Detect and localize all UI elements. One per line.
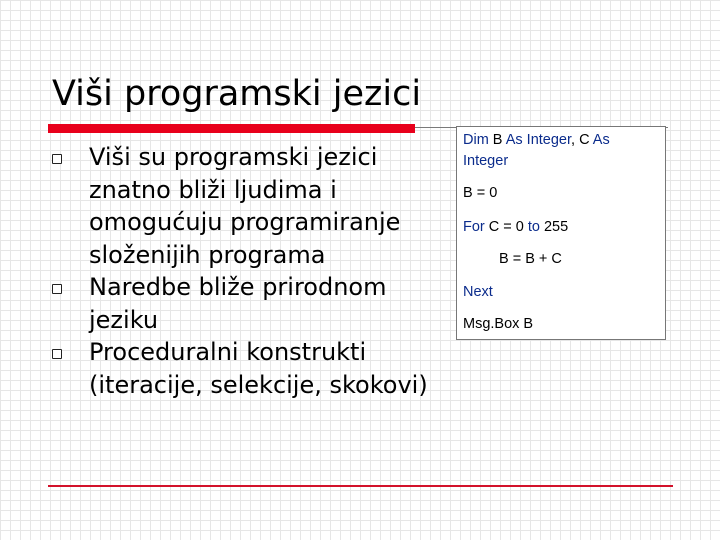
- code-line-dim: [463, 132, 610, 148]
- code-keyword: Integer: [463, 153, 509, 169]
- bullet-text: Proceduralni konstrukti (iteracije, selekcije, skokovi): [89, 338, 428, 399]
- square-bullet-icon: [52, 154, 62, 164]
- bullet-text: Viši su programski jezici znatno bliži ljudima i omogućuju programiranje složenijih programa: [89, 143, 401, 269]
- code-keyword: to: [527, 219, 540, 235]
- bullet-list: [52, 141, 442, 401]
- bullet-item: [52, 271, 442, 336]
- code-line-body: B = B + C: [499, 251, 562, 267]
- square-bullet-icon: [52, 349, 62, 359]
- slide-title: Viši programski jezici: [52, 74, 422, 114]
- code-text: B: [488, 132, 506, 148]
- code-sample-box: [456, 126, 666, 340]
- code-line-for: [463, 219, 568, 235]
- code-text: C = 0: [484, 219, 528, 235]
- code-keyword: As Integer: [505, 132, 572, 148]
- footer-rule: [48, 485, 673, 487]
- code-line-init: B = 0: [463, 185, 498, 201]
- code-text: , C: [571, 132, 593, 148]
- code-text: 255: [539, 219, 569, 235]
- code-line-msgbox: Msg.Box B: [463, 316, 534, 332]
- code-line-dim-cont: [463, 153, 508, 169]
- code-keyword: For: [463, 219, 485, 235]
- bullet-item: [52, 336, 442, 401]
- bullet-text: Naredbe bliže prirodnom jeziku: [89, 273, 387, 334]
- code-line-next: Next: [463, 284, 493, 300]
- square-bullet-icon: [52, 284, 62, 294]
- title-underline-red: [48, 124, 415, 133]
- code-keyword: Dim: [463, 132, 489, 148]
- bullet-item: [52, 141, 442, 271]
- code-keyword: As: [592, 132, 610, 148]
